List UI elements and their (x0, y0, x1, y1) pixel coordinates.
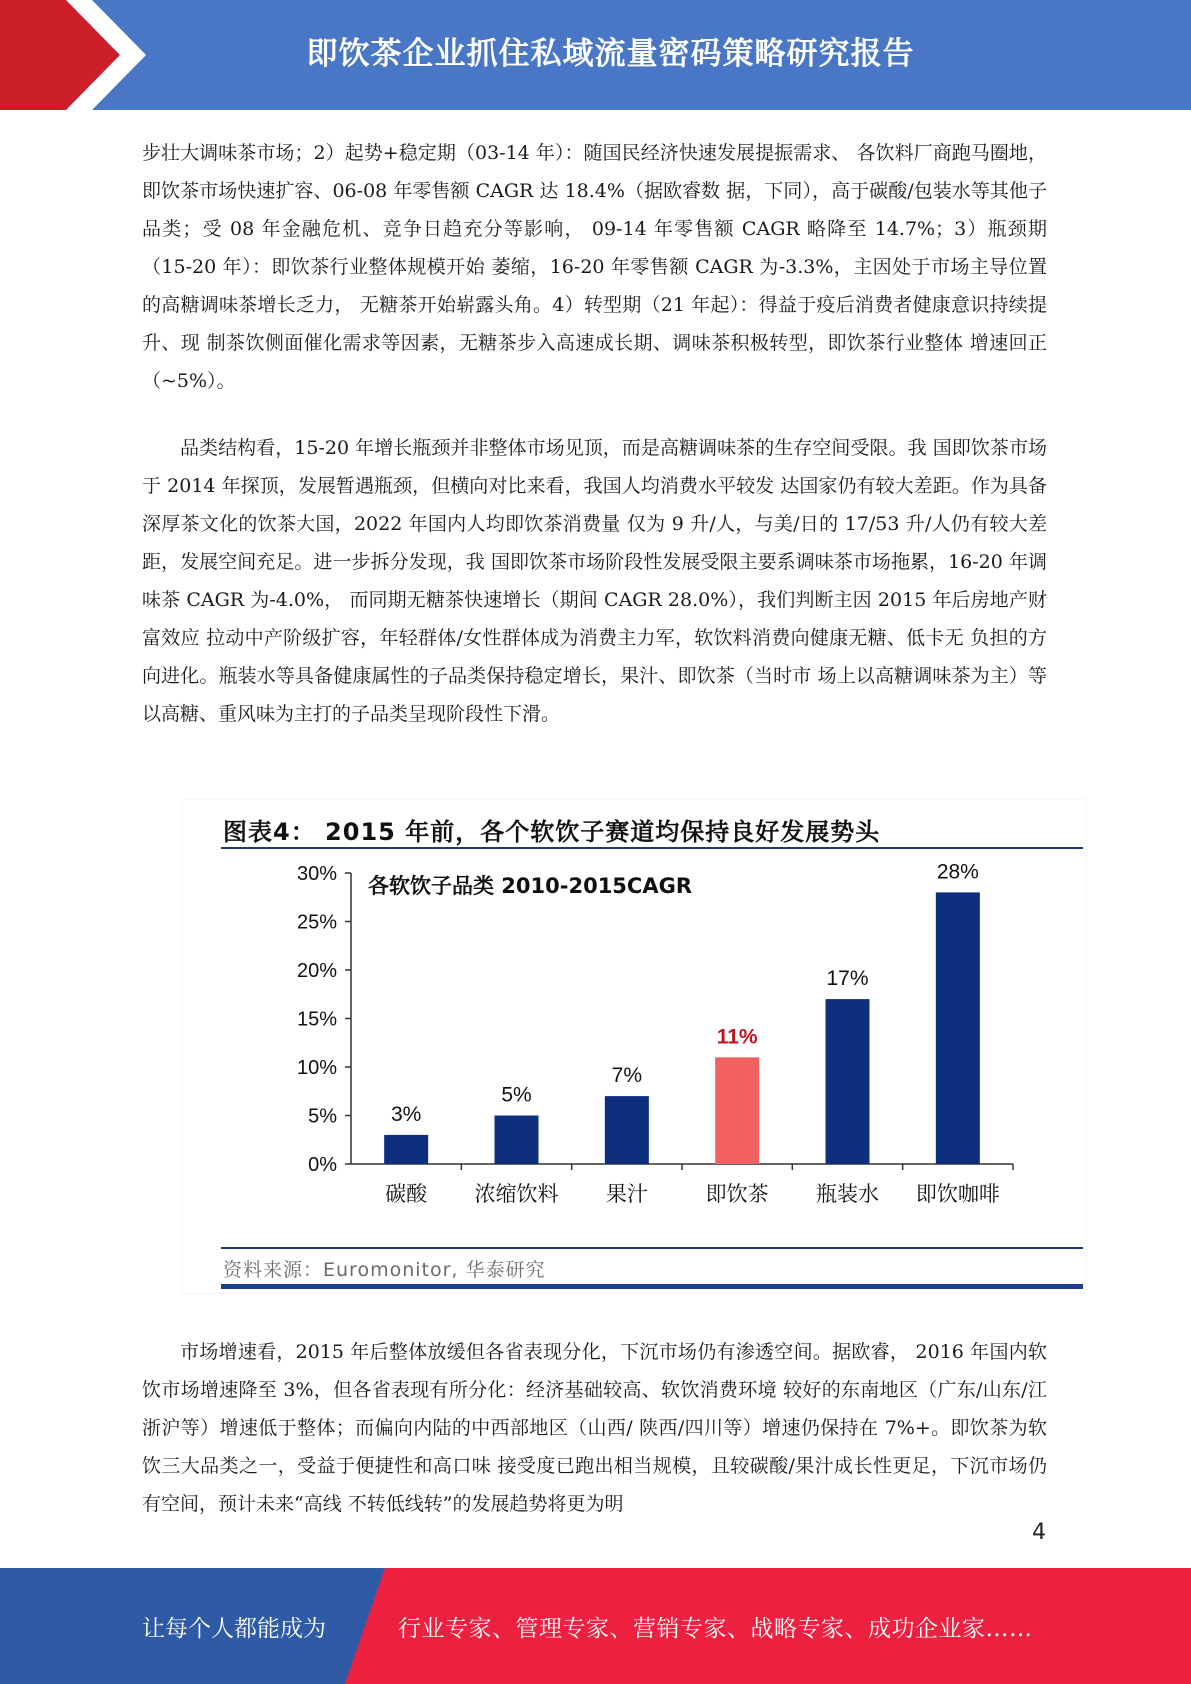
y-tick-label: 25% (296, 911, 337, 934)
bar-1 (384, 1135, 428, 1164)
bar-value-label: 11% (716, 1025, 758, 1049)
body-paragraph-2: 品类结构看，15-20 年增长瓶颈并非整体市场见顶，而是高糖调味茶的生存空间受限。我 国即饮茶市场于 2014 年探顶，发展暂遇瓶颈，但横向对比来看，我国人均消费水平较发 达国家仍有较大差距。作为具备深厚茶文化的饮茶大国，2022 年国内人均即饮茶消费量 仅为 9 升/人，与美/日的 17/53 升/人仍有较大差距，发展空间充足。进一步拆分发现，我 国即饮茶市场阶段性发展受限主要系调味茶市场拖累，16-20 年调味茶 CAGR 为-4.0%， 而同期无糖茶快速增长（期间 CAGR 28.0%），我们判断主因 2015 年后房地产财富效应 拉动中产阶级扩容，年轻群体/女性群体成为消费主力军，软饮料消费向健康无糖、低卡无 负担的方向进化。瓶装水等具备健康属性的子品类保持稳定增长，果汁、即饮茶（当时市 场上以高糖调味茶为主）等以高糖、重风味为主打的子品类呈现阶段性下滑。 (142, 437, 1047, 725)
chart-inner-title: 各软饮子品类 2010-2015CAGR (368, 874, 692, 898)
y-tick-label: 0% (308, 1154, 337, 1176)
x-category-label: 碳酸 (385, 1182, 428, 1206)
page-header (0, 0, 1191, 110)
bar-3 (605, 1096, 649, 1164)
y-tick-label: 20% (296, 960, 337, 982)
y-tick-label: 15% (296, 1008, 337, 1031)
bar-2 (495, 1116, 539, 1165)
y-tick-label: 5% (308, 1105, 337, 1128)
bar-6 (936, 892, 980, 1164)
bar-value-label: 5% (501, 1083, 532, 1107)
footer-slogan-left: 让每个人都能成为 (142, 1616, 326, 1642)
figure-title: 图表4： 2015 年前，各个软饮子赛道均保持良好发展势头 (223, 818, 881, 846)
page-number: 4 (1032, 1520, 1046, 1545)
x-category-label: 即饮茶 (705, 1182, 769, 1206)
bar-value-label: 3% (390, 1102, 422, 1126)
bar-value-label: 28% (936, 860, 979, 884)
bar-5 (826, 999, 870, 1164)
bar-value-label: 17% (826, 967, 869, 991)
bar-chart (183, 800, 1085, 1245)
x-category-label: 浓缩饮料 (474, 1182, 559, 1206)
body-paragraph-3: 市场增速看，2015 年后整体放缓但各省表现分化，下沉市场仍有渗透空间。据欧睿， 2016 年国内软饮市场增速降至 3%，但各省表现有所分化：经济基础较高、软饮消费环境 较好的东南地区（广东/山东/江浙沪等）增速低于整体；而偏向内陆的中西部地区（山西/ 陕西/四川等）增速仍保持在 7%+。即饮茶为软饮三大品类之一，受益于便捷性和高口味 接受度已跑出相当规模，且较碳酸/果汁成长性更足，下沉市场仍有空间，预计未来“高线 不转低线转”的发展趋势将更为明 (142, 1341, 1047, 1515)
body-paragraph-1: 步壮大调味茶市场；2）起势+稳定期（03-14 年）：随国民经济快速发展提振需求、 各饮料厂商跑马圈地，即饮茶市场快速扩容、06-08 年零售额 CAGR 达 18.4%（据欧睿数 据，下同），高于碳酸/包装水等其他子品类；受 08 年金融危机、竞争日趋充分等影响， 09-14 年零售额 CAGR 略降至 14.7%；3）瓶颈期（15-20 年）：即饮茶行业整体规模开始 萎缩，16-20 年零售额 CAGR 为-3.3%，主因处于市场主导位置的高糖调味茶增长乏力， 无糖茶开始崭露头角。4）转型期（21 年起）：得益于疫后消费者健康意识持续提升、现 制茶饮侧面催化需求等因素，无糖茶步入高速成长期、调味茶积极转型，即饮茶行业整体 增速回正（~5%）。 (142, 142, 1047, 392)
chart-figure (183, 800, 1085, 1293)
figure-source: 资料来源：Euromonitor, 华泰研究 (223, 1259, 546, 1281)
footer-slogan-right: 行业专家、管理专家、营销专家、战略专家、成功企业家…… (398, 1616, 1033, 1642)
figure-source-rule (221, 1247, 1083, 1249)
bar-4 (715, 1057, 759, 1164)
x-category-label: 果汁 (605, 1182, 648, 1206)
figure-bottom-bar (221, 1284, 1083, 1289)
x-category-label: 瓶装水 (816, 1182, 879, 1206)
y-tick-label: 30% (296, 863, 337, 885)
y-tick-label: 10% (296, 1057, 337, 1079)
bar-value-label: 7% (611, 1064, 643, 1088)
x-category-label: 即饮咖啡 (915, 1182, 1000, 1206)
report-title: 即饮茶企业抓住私域流量密码策略研究报告 (306, 35, 915, 72)
